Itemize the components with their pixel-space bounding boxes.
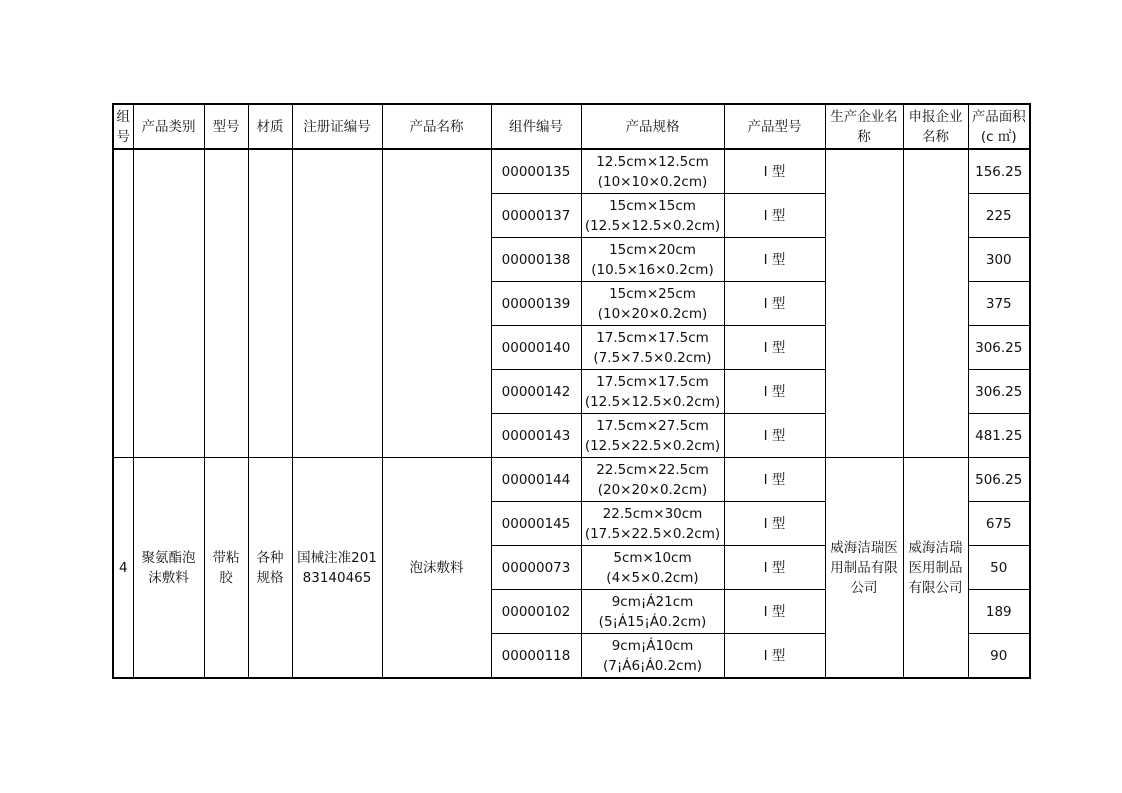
spec-line2: (17.5×22.5×0.2cm) bbox=[584, 525, 721, 542]
cell-area: 50 bbox=[968, 546, 1030, 590]
spec-line1: 9cm¡Á21cm bbox=[611, 593, 694, 610]
cell-product-type: I 型 bbox=[724, 590, 825, 634]
spec-line2: (7¡Á6¡Á0.2cm) bbox=[602, 657, 703, 674]
cell-area: 506.25 bbox=[968, 458, 1030, 502]
spec-line1: 17.5cm×17.5cm bbox=[596, 373, 709, 390]
cell-area: 306.25 bbox=[968, 370, 1030, 414]
cell-area: 675 bbox=[968, 502, 1030, 546]
header-area: 产品面积(c ㎡) bbox=[968, 104, 1030, 149]
cell-spec bbox=[581, 194, 724, 238]
cell-category-empty bbox=[133, 149, 204, 458]
spec-line1: 22.5cm×30cm bbox=[602, 505, 703, 522]
header-component-no: 组件编号 bbox=[491, 104, 581, 149]
cell-area: 375 bbox=[968, 282, 1030, 326]
cell-spec bbox=[581, 590, 724, 634]
cell-component-no: 00000139 bbox=[491, 282, 581, 326]
header-product-type: 产品型号 bbox=[724, 104, 825, 149]
header-applicant: 申报企业名称 bbox=[903, 104, 968, 149]
cell-product-type: I 型 bbox=[724, 414, 825, 458]
cell-component-no: 00000118 bbox=[491, 634, 581, 679]
cell-component-no: 00000073 bbox=[491, 546, 581, 590]
spec-line2: (10×10×0.2cm) bbox=[597, 173, 708, 190]
header-registration-no: 注册证编号 bbox=[292, 104, 382, 149]
header-manufacturer: 生产企业名称 bbox=[825, 104, 903, 149]
spec-line1: 17.5cm×17.5cm bbox=[596, 329, 709, 346]
spec-line2: (5¡Á15¡Á0.2cm) bbox=[598, 613, 707, 630]
spec-line1: 9cm¡Á10cm bbox=[611, 637, 694, 654]
cell-product-type: I 型 bbox=[724, 238, 825, 282]
cell-spec bbox=[581, 149, 724, 194]
cell-product-type: I 型 bbox=[724, 326, 825, 370]
cell-component-no: 00000143 bbox=[491, 414, 581, 458]
cell-area: 300 bbox=[968, 238, 1030, 282]
cell-spec bbox=[581, 502, 724, 546]
cell-component-no: 00000137 bbox=[491, 194, 581, 238]
cell-component-no: 00000135 bbox=[491, 149, 581, 194]
cell-component-no: 00000102 bbox=[491, 590, 581, 634]
spec-line1: 15cm×15cm bbox=[609, 197, 696, 214]
spec-line1: 22.5cm×22.5cm bbox=[596, 461, 709, 478]
spec-line1: 12.5cm×12.5cm bbox=[596, 153, 709, 170]
cell-spec bbox=[581, 282, 724, 326]
cell-product-type: I 型 bbox=[724, 546, 825, 590]
cell-material: 各种规格 bbox=[248, 458, 292, 679]
cell-registration-no: 国械注准20183140465 bbox=[292, 458, 382, 679]
cell-category: 聚氨酯泡沫敷料 bbox=[133, 458, 204, 679]
cell-spec bbox=[581, 238, 724, 282]
cell-product-type: I 型 bbox=[724, 502, 825, 546]
cell-product-type: I 型 bbox=[724, 149, 825, 194]
spec-line2: (12.5×12.5×0.2cm) bbox=[584, 393, 721, 410]
header-material: 材质 bbox=[248, 104, 292, 149]
cell-group-no-empty bbox=[113, 149, 133, 458]
cell-manufacturer-empty bbox=[825, 149, 903, 458]
cell-area: 225 bbox=[968, 194, 1030, 238]
spec-line2: (7.5×7.5×0.2cm) bbox=[593, 349, 712, 366]
cell-product-name-empty bbox=[382, 149, 491, 458]
cell-area: 90 bbox=[968, 634, 1030, 679]
cell-spec bbox=[581, 414, 724, 458]
cell-group-no: 4 bbox=[113, 458, 133, 679]
spec-line2: (12.5×22.5×0.2cm) bbox=[584, 437, 721, 454]
spec-line1: 5cm×10cm bbox=[613, 549, 692, 566]
cell-area: 306.25 bbox=[968, 326, 1030, 370]
cell-spec bbox=[581, 546, 724, 590]
cell-applicant: 威海洁瑞医用制品有限公司 bbox=[903, 458, 968, 679]
spec-line2: (10×20×0.2cm) bbox=[597, 305, 708, 322]
cell-area: 156.25 bbox=[968, 149, 1030, 194]
cell-area: 481.25 bbox=[968, 414, 1030, 458]
header-product-name: 产品名称 bbox=[382, 104, 491, 149]
header-spec: 产品规格 bbox=[581, 104, 724, 149]
spec-line1: 17.5cm×27.5cm bbox=[596, 417, 709, 434]
cell-model-empty bbox=[204, 149, 248, 458]
table-row bbox=[113, 458, 1030, 502]
cell-product-type: I 型 bbox=[724, 370, 825, 414]
cell-product-name: 泡沫敷料 bbox=[382, 458, 491, 679]
cell-registration-empty bbox=[292, 149, 382, 458]
spec-line2: (20×20×0.2cm) bbox=[597, 481, 708, 498]
cell-model: 带粘胶 bbox=[204, 458, 248, 679]
cell-applicant-empty bbox=[903, 149, 968, 458]
cell-component-no: 00000138 bbox=[491, 238, 581, 282]
header-category: 产品类别 bbox=[133, 104, 204, 149]
cell-component-no: 00000145 bbox=[491, 502, 581, 546]
cell-manufacturer: 威海洁瑞医用制品有限公司 bbox=[825, 458, 903, 679]
spec-line2: (10.5×16×0.2cm) bbox=[591, 261, 714, 278]
spec-line1: 15cm×20cm bbox=[609, 241, 696, 258]
table-row bbox=[113, 149, 1030, 194]
cell-area: 189 bbox=[968, 590, 1030, 634]
cell-component-no: 00000144 bbox=[491, 458, 581, 502]
cell-product-type: I 型 bbox=[724, 194, 825, 238]
cell-product-type: I 型 bbox=[724, 458, 825, 502]
cell-spec bbox=[581, 370, 724, 414]
cell-product-type: I 型 bbox=[724, 282, 825, 326]
spec-line1: 15cm×25cm bbox=[609, 285, 696, 302]
spec-line2: (4×5×0.2cm) bbox=[606, 569, 699, 586]
cell-spec bbox=[581, 458, 724, 502]
header-group-no: 组号 bbox=[113, 104, 133, 149]
cell-spec bbox=[581, 326, 724, 370]
spec-line2: (12.5×12.5×0.2cm) bbox=[584, 217, 721, 234]
cell-product-type: I 型 bbox=[724, 634, 825, 679]
cell-material-empty bbox=[248, 149, 292, 458]
cell-component-no: 00000140 bbox=[491, 326, 581, 370]
product-table bbox=[112, 103, 1031, 679]
header-row bbox=[113, 104, 1030, 149]
cell-spec bbox=[581, 634, 724, 679]
cell-component-no: 00000142 bbox=[491, 370, 581, 414]
header-model: 型号 bbox=[204, 104, 248, 149]
